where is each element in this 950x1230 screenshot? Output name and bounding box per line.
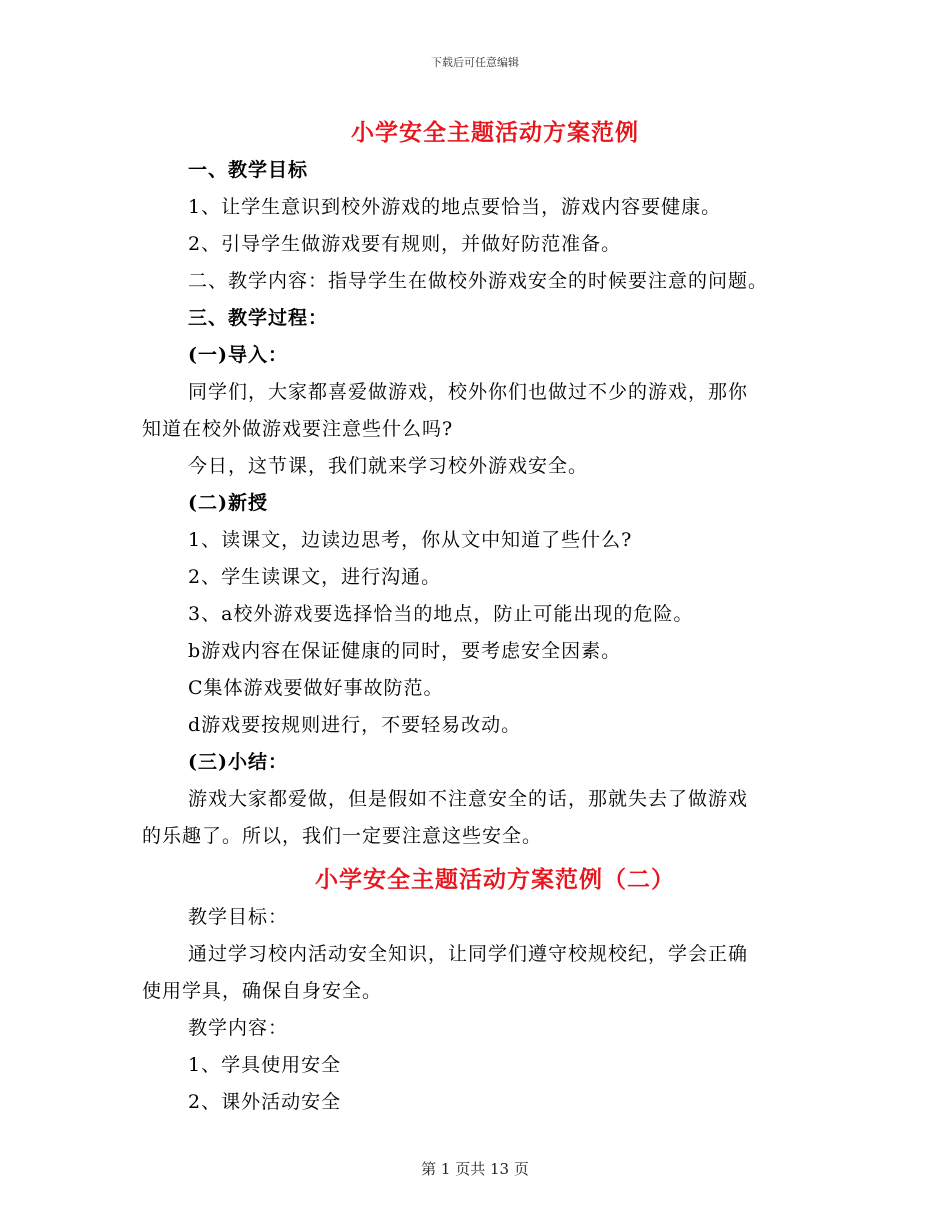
paragraph-line: 的乐趣了。所以，我们一定要注意这些安全。: [142, 825, 543, 847]
paragraph-line: 2、课外活动安全: [188, 1091, 342, 1113]
document-title-2: 小学安全主题活动方案范例（二）: [315, 866, 675, 893]
page-footer: 第 1 页共 13 页: [421, 1160, 529, 1178]
paragraph-line: 1、学具使用安全: [188, 1054, 342, 1076]
document-title: 小学安全主题活动方案范例: [351, 119, 639, 146]
paragraph-line: 使用学具，确保自身安全。: [142, 980, 383, 1002]
paragraph-line: 1、读课文，边读边思考，你从文中知道了些什么?: [188, 529, 633, 551]
paragraph-line: 教学内容：: [188, 1017, 289, 1039]
subheading-intro: (一)导入：: [188, 344, 288, 366]
paragraph-line: 2、学生读课文，进行沟通。: [188, 566, 442, 588]
paragraph-line: d游戏要按规则进行，不要轻易改动。: [188, 714, 522, 736]
paragraph-line: 通过学习校内活动安全知识，让同学们遵守校规校纪，学会正确: [188, 943, 749, 965]
subheading-summary: (三)小结：: [188, 751, 288, 773]
page-header-note: 下载后可任意编辑: [431, 56, 519, 69]
subheading-new-lesson: (二)新授: [188, 492, 268, 514]
paragraph-line: 1、让学生意识到校外游戏的地点要恰当，游戏内容要健康。: [188, 196, 722, 218]
paragraph-line: 3、a校外游戏要选择恰当的地点，防止可能出现的危险。: [188, 603, 694, 625]
paragraph-line: C集体游戏要做好事故防范。: [188, 677, 444, 699]
paragraph-line: 二、教学内容：指导学生在做校外游戏安全的时候要注意的问题。: [188, 270, 769, 292]
paragraph-line: b游戏内容在保证健康的同时，要考虑安全因素。: [188, 640, 622, 662]
paragraph-line: 2、引导学生做游戏要有规则，并做好防范准备。: [188, 233, 622, 255]
paragraph-line: 同学们，大家都喜爱做游戏，校外你们也做过不少的游戏，那你: [188, 381, 749, 403]
section-heading-process: 三、教学过程：: [188, 307, 329, 329]
paragraph-line: 教学目标：: [188, 906, 289, 928]
paragraph-line: 今日，这节课，我们就来学习校外游戏安全。: [188, 455, 589, 477]
paragraph-line: 知道在校外做游戏要注意些什么吗?: [142, 418, 454, 440]
paragraph-line: 游戏大家都爱做，但是假如不注意安全的话，那就失去了做游戏: [188, 788, 749, 810]
section-heading-objectives: 一、教学目标: [188, 159, 309, 181]
